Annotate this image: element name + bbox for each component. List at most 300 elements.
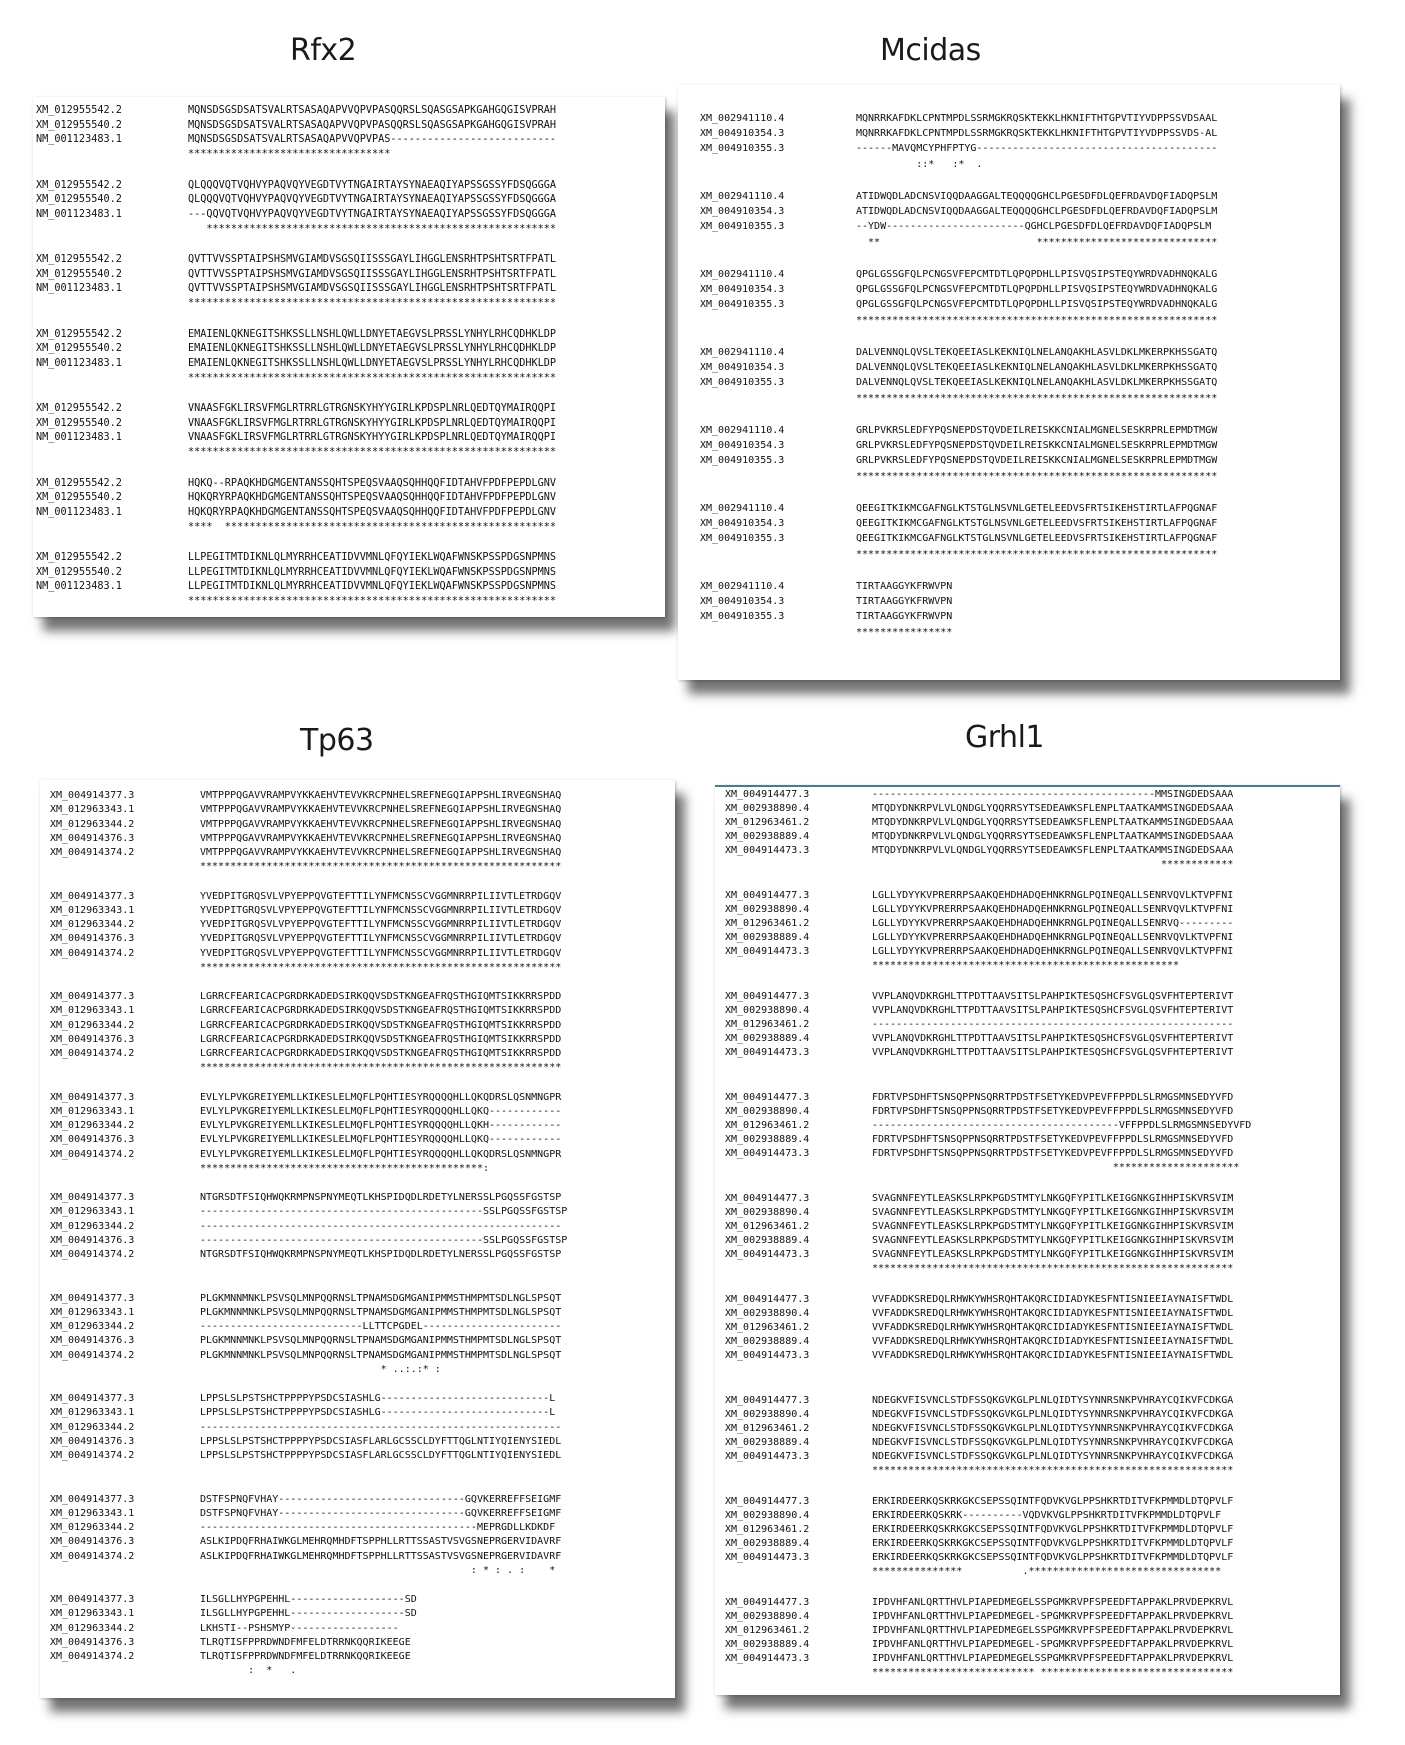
alignment-row (715, 1537, 1340, 1551)
accession-id: XM_012963461.2 (725, 1221, 810, 1232)
sequence: EVLYLPVKGREIYEMLLKIKESLELMQFLPQHTIESYRQQQQHLLQKH------------ (200, 1120, 562, 1132)
alignment-block (33, 328, 665, 387)
consensus-line: ************************************************************ (856, 314, 1218, 326)
alignment-row (715, 1509, 1340, 1523)
sequence: SVAGNNFEYTLEASKSLRPKPGDSTMTYLNKGQFYPITLKEIGGNKGIHHPISKVRSVIM (872, 1221, 1234, 1232)
accession-id: XM_004914376.3 (50, 1636, 135, 1648)
sequence: PLGKMNNMNKLPSVSQLMNPQQRNSLTPNAMSDGMGANIPMMSTHMPMTSDLNGLSPSQT (200, 1349, 562, 1361)
accession-id: XM_004914377.3 (50, 1192, 135, 1203)
alignment-block (678, 579, 1340, 640)
alignment-panel-tp63 (40, 780, 675, 1698)
consensus-line: **** ****************************************************** (188, 521, 557, 533)
alignment-row (715, 1408, 1340, 1422)
sequence: NDEGKVFISVNCLSTDFSSQKGVKGLPLNLQIDTYSYNNRSNKPVHRAYCQIKVFCDKGA (872, 1423, 1234, 1434)
sequence: YVEDPITGRQSVLVPYEPPQVGTEFTTILYNFMCNSSCVGGMNRRPILIIVTLETRDGQV (200, 904, 562, 916)
accession-id: XM_002938889.4 (725, 1538, 810, 1549)
consensus-line (200, 1262, 675, 1276)
alignment-row (33, 417, 665, 432)
sequence: ILSGLLHYPGPEHHL-------------------SD (200, 1608, 417, 1620)
accession-id: XM_004914374.2 (50, 1651, 135, 1663)
sequence: LGRRCFEARICACPGRDRKADEDSIRKQQVSDSTKNGEAFRQSTHGIQMTSIKKRRSPDD (200, 991, 562, 1002)
accession-id: XM_004914374.2 (50, 1048, 135, 1060)
alignment-row (40, 1004, 675, 1018)
consensus-line: ************************************************************ (872, 1263, 1234, 1274)
accession-id: XM_004914376.3 (50, 1536, 135, 1548)
alignment-row (678, 501, 1340, 516)
sequence: QEEGITKIKMCGAFNGLKTSTGLNSVNLGETELEEDVSFRTSIKEHSTIRTLAFPQGNAF (856, 533, 1218, 545)
accession-id: XM_012963461.2 (725, 817, 810, 828)
alignment-block (33, 402, 665, 461)
sequence: QVTTVVSSPTAIPSHSMVGIAMDVSGSQIISSSGAYLIHGGLENSRHTPSHTSRTFPATL (188, 268, 557, 280)
alignment-row (40, 947, 675, 961)
sequence: MQNSDSGSDSATSVALRTSASAQAPVVQPVPASQQRSLSQASGSAPKGAHGQGISVPRAH (188, 105, 557, 116)
accession-id: XM_002938889.4 (725, 1437, 810, 1448)
alignment-row (33, 580, 665, 595)
sequence: --YDW-----------------------QGHCLPGESDFDLQEFRDAVDQFIADQPSLM (856, 221, 1212, 233)
alignment-block (33, 253, 665, 312)
alignment-row (40, 1507, 675, 1521)
accession-id: XM_012963343.1 (50, 1105, 135, 1117)
alignment-row (40, 1449, 675, 1463)
sequence: YVEDPITGRQSVLVPYEPPQVGTEFTTILYNFMCNSSCVGGMNRRPILIIVTLETRDGQV (200, 947, 562, 959)
alignment-block (40, 1593, 675, 1679)
sequence: QPGLGSSGFQLPCNGSVFEPCMTDTLQPQPDHLLPISVQSIPSTEQYWRDVADHNQKALG (856, 299, 1218, 311)
accession-id: XM_004914473.3 (725, 1552, 810, 1563)
accession-id: NM_001123483.1 (36, 357, 122, 369)
alignment-block (33, 179, 665, 238)
sequence: LGLLYDYYKVPRERRPSAAKQEHDHADQEHNKRNGLPQINEQALLSENRVQ--------- (872, 918, 1234, 929)
alignment-block (678, 345, 1340, 406)
sequence: QLQQQVQTVQHVYPAQVQYVEGDTVYTNGAIRTAYSYNAEAQIYAPSSGSSYFDSQGGGA (188, 194, 557, 206)
accession-id: XM_004910354.3 (700, 206, 785, 218)
sequence: LGLLYDYYKVPRERRPSAAKQEHDHADQEHNKRNGLPQINEQALLSENRVQVLKTVPFNI (872, 904, 1234, 915)
sequence: MQNSDSGSDSATSVALRTSASAQAPVVQPVPAS--------------------------- (188, 134, 557, 146)
sequence: VNAASFGKLIRSVFMGLRTRRLGTRGNSKYHYYGIRLKPDSPLNRLQEDTQYMAIRQQPI (188, 403, 557, 414)
alignment-row (40, 1406, 675, 1420)
alignment-row (40, 846, 675, 860)
alignment-row (40, 1220, 675, 1234)
sequence: TLRQTISFPPRDWNDFMFELDTRRNKQQRIKEEGE (200, 1651, 411, 1663)
sequence: MQNRRKAFDKLCPNTMPDLSSRMGKRQSKTEKKLHKNIFTHTGPVTIYVDPPSSVDSAAL (856, 113, 1218, 124)
sequence: LPPSLSLPSTSHCTPPPPYPSDCSIASFLARLGCSSCLDYFTTQGLNTIYQIENYSIEDL (200, 1435, 562, 1447)
accession-id: XM_002938890.4 (725, 1611, 810, 1622)
alignment-row (678, 204, 1340, 219)
sequence: MTQDYDNKRPVLVLQNDGLYQQRRSYTSEDEAWKSFLENPLTAATKAMMSINGDEDSAAA (872, 817, 1234, 828)
sequence: QPGLGSSGFQLPCNGSVFEPCMTDTLQPQPDHLLPISVQSIPSTEQYWRDVADHNQKALG (856, 269, 1218, 280)
accession-id: XM_002938890.4 (725, 1207, 810, 1218)
accession-id: XM_004914374.2 (50, 847, 135, 859)
sequence: QVTTVVSSPTAIPSHSMVGIAMDVSGSQIISSSGAYLIHGGLENSRHTPSHTSRTFPATL (188, 283, 557, 295)
sequence: YVEDPITGRQSVLVPYEPPQVGTEFTTILYNFMCNSSCVGGMNRRPILIIVTLETRDGQV (200, 890, 562, 902)
accession-id: XM_004914477.3 (725, 1092, 810, 1103)
alignment-row (678, 438, 1340, 453)
alignment-row (33, 328, 665, 343)
alignment-row (40, 990, 675, 1004)
sequence: FDRTVPSDHFTSNSQPPNSQRRTPDSTFSETYKEDVPEVFFPPDLSLRMGSMNSEDYVFD (872, 1134, 1234, 1145)
accession-id: XM_004914376.3 (50, 933, 135, 945)
sequence: VMTPPPQGAVVRAMPVYKKAEHVTEVVKRCPNHELSREFNEGQIAPPSHLIRVEGNSHAQ (200, 832, 562, 844)
alignment-row (33, 491, 665, 506)
alignment-block (715, 1394, 1340, 1478)
accession-id: NM_001123483.1 (36, 134, 122, 146)
sequence: MQNSDSGSDSATSVALRTSASAQAPVVQPVPASQQRSLSQASGSAPKGAHGQGISVPRAH (188, 119, 557, 131)
alignment-row (33, 431, 665, 446)
alignment-block (40, 990, 675, 1076)
accession-id: XM_004914377.3 (50, 890, 135, 902)
sequence: LLPEGITMTDIKNLQLMYRRHCEATIDVVMNLQFQYIEKLWQAFWNSKPSSPDGSNPMNS (188, 552, 557, 563)
accession-id: XM_004914376.3 (50, 1335, 135, 1347)
alignment-row (33, 506, 665, 521)
accession-id: XM_002941110.4 (700, 581, 785, 592)
consensus-line (872, 1060, 1340, 1074)
sequence: TIRTAAGGYKFRWVPN (856, 596, 953, 608)
sequence: NDEGKVFISVNCLSTDFSSQKGVKGLPLNLQIDTYSYNNRSNKPVHRAYCQIKVFCDKGA (872, 1437, 1234, 1448)
sequence: ------------------------------------------------------------ (872, 1019, 1234, 1030)
consensus-line: *************************** ******************************** (872, 1667, 1234, 1678)
alignment-row (678, 297, 1340, 312)
accession-id: XM_002941110.4 (700, 191, 785, 202)
accession-id: XM_012955542.2 (36, 179, 122, 191)
alignment-row (40, 1019, 675, 1033)
accession-id: XM_002938890.4 (725, 904, 810, 915)
sequence: EVLYLPVKGREIYEMLLKIKESLELMQFLPQHTIESYRQQQQHLLQKQ------------ (200, 1105, 562, 1117)
alignment-row (715, 1032, 1340, 1046)
alignment-row (33, 133, 665, 148)
consensus-line: ********************************************************* (188, 223, 557, 235)
accession-id: XM_004914374.2 (50, 1349, 135, 1361)
alignment-block (678, 501, 1340, 562)
accession-id: XM_004910354.3 (700, 362, 785, 374)
sequence: SVAGNNFEYTLEASKSLRPKPGDSTMTYLNKGQFYPITLKEIGGNKGIHHPISKVRSVIM (872, 1207, 1234, 1218)
accession-id: XM_004914477.3 (725, 1294, 810, 1305)
alignment-row (678, 453, 1340, 468)
accession-id: XM_012955540.2 (36, 343, 122, 355)
accession-id: XM_004910355.3 (700, 611, 785, 623)
consensus-line: ************************************************************ (188, 298, 557, 310)
panel-title-tp63: Tp63 (300, 723, 374, 758)
sequence: LGRRCFEARICACPGRDRKADEDSIRKQQVSDSTKNGEAFRQSTHGIQMTSIKKRRSPDD (200, 1005, 562, 1017)
alignment-panel-grhl1 (715, 785, 1340, 1695)
sequence: MTQDYDNKRPVLVLQNDGLYQQRRSYTSEDEAWKSFLENPLTAATKAMMSINGDEDSAAA (872, 831, 1234, 842)
accession-id: XM_004910354.3 (700, 596, 785, 608)
alignment-row (40, 1133, 675, 1147)
accession-id: NM_001123483.1 (36, 506, 122, 518)
alignment-row (40, 1521, 675, 1535)
alignment-block (40, 1493, 675, 1579)
alignment-row (40, 1650, 675, 1664)
accession-id: XM_004914377.3 (50, 1091, 135, 1103)
accession-id: XM_012963344.2 (50, 919, 135, 931)
alignment-row (715, 1234, 1340, 1248)
alignment-row (715, 931, 1340, 945)
sequence: VVFADDKSREDQLRHWKYWHSRQHTAKQRCIDIADYKESFNTISNIEEIAYNAISFTWDL (872, 1308, 1234, 1319)
alignment-row (678, 609, 1340, 624)
alignment-row (678, 141, 1340, 156)
sequence: VVPLANQVDKRGHLTTPDTTAAVSITSLPAHPIKTESQSHCFSVGLQSVFHTEPTERIVT (872, 1047, 1234, 1058)
alignment-row (40, 932, 675, 946)
sequence: ERKIRDEERKQSKRKGKCSEPSSQINTFQDVKVGLPPSHKRTDITVFKPMMDLDTQPVLF (872, 1538, 1234, 1549)
accession-id: XM_004910354.3 (700, 440, 785, 452)
alignment-panel-mcidas (678, 85, 1340, 680)
sequence: PLGKMNNMNKLPSVSQLMNPQQRNSLTPNAMSDGMGANIPMMSTHMPMTSDLNGLSPSQT (200, 1292, 562, 1304)
sequence: VNAASFGKLIRSVFMGLRTRRLGTRGNSKYHYYGIRLKPDSPLNRLQEDTQYMAIRQQPI (188, 432, 557, 444)
consensus-line: ************************************************************ (856, 470, 1218, 482)
accession-id: XM_004914377.3 (50, 1292, 135, 1304)
consensus-line: ************************************************************ (200, 961, 562, 973)
alignment-row (715, 1495, 1340, 1509)
sequence: LGLLYDYYKVPRERRPSAAKQEHDHADQEHNKRNGLPQINEQALLSENRVQVLKTVPFNI (872, 946, 1234, 957)
sequence: EMAIENLQKNEGITSHKSSLLNSHLQWLLDNYETAEGVSLPRSSLYNHYLRHCQDHKLDP (188, 343, 557, 355)
alignment-block (715, 1495, 1340, 1579)
accession-id: XM_012963343.1 (50, 804, 135, 816)
consensus-line: : * . (200, 1665, 297, 1677)
alignment-row (678, 594, 1340, 609)
alignment-row (678, 282, 1340, 297)
accession-id: XM_004910354.3 (700, 284, 785, 296)
accession-id: XM_004914473.3 (725, 845, 810, 856)
accession-id: XM_012963461.2 (725, 1019, 810, 1030)
alignment-panel-rfx2 (33, 97, 665, 617)
alignment-row (678, 423, 1340, 438)
alignment-row (715, 1293, 1340, 1307)
sequence: QLQQQVQTVQHVYPAQVQYVEGDTVYTNGAIRTAYSYNAEAQIYAPSSGSSYFDSQGGGA (188, 179, 557, 191)
alignment-row (40, 1493, 675, 1507)
consensus-line: ************************************************************ (856, 548, 1218, 560)
accession-id: XM_012963461.2 (725, 1524, 810, 1535)
alignment-row (40, 1435, 675, 1449)
consensus-line: ************************************************************ (872, 1465, 1234, 1476)
accession-id: XM_002938889.4 (725, 1336, 810, 1347)
sequence: HQKQRYRPAQKHDGMGENTANSSQHTSPEQSVAAQSQHHQQFIDTAHVFPDFPEPDLGNV (188, 506, 557, 518)
alignment-row (33, 208, 665, 223)
sequence: EVLYLPVKGREIYEMLLKIKESLELMQFLPQHTIESYRQQQQHLLQKQDRSLQSNMNGPR (200, 1091, 562, 1103)
alignment-row (715, 1624, 1340, 1638)
sequence: ATIDWQDLADCNSVIQQDAAGGALTEQQQQGHCLPGESDFDLQEFRDAVDQFIADQPSLM (856, 206, 1218, 218)
sequence: MTQDYDNKRPVLVLQNDGLYQQRRSYTSEDEAWKSFLENPLTAATKAMMSINGDEDSAAA (872, 845, 1234, 856)
alignment-row (678, 360, 1340, 375)
sequence: ATIDWQDLADCNSVIQQDAAGGALTEQQQQGHCLPGESDFDLQEFRDAVDQFIADQPSLM (856, 191, 1218, 202)
alignment-row (715, 1652, 1340, 1666)
alignment-row (33, 282, 665, 297)
alignment-row (715, 1436, 1340, 1450)
alignment-row (33, 551, 665, 566)
accession-id: XM_012963461.2 (725, 918, 810, 929)
alignment-block (40, 789, 675, 875)
alignment-block (715, 1091, 1340, 1175)
sequence: LLPEGITMTDIKNLQLMYRRHCEATIDVVMNLQFQYIEKLWQAFWNSKPSSPDGSNPMNS (188, 566, 557, 578)
sequence: TIRTAAGGYKFRWVPN (856, 611, 953, 623)
accession-id: XM_012955540.2 (36, 119, 122, 131)
alignment-row (678, 579, 1340, 594)
alignment-block (715, 889, 1340, 973)
alignment-row (33, 268, 665, 283)
alignment-row (40, 1320, 675, 1334)
alignment-row (715, 1133, 1340, 1147)
alignment-block (715, 1192, 1340, 1276)
accession-id: XM_002941110.4 (700, 425, 785, 436)
accession-id: XM_004914473.3 (725, 1249, 810, 1260)
accession-id: XM_004914473.3 (725, 946, 810, 957)
accession-id: XM_004914374.2 (50, 947, 135, 959)
sequence: ASLKIPDQFRHAIWKGLMEHRQMHDFTSPPHLLRTTSSASTVSVGSNEPRGERVIDAVRF (200, 1550, 562, 1562)
accession-id: XM_004914477.3 (725, 991, 810, 1002)
accession-id: XM_002938890.4 (725, 803, 810, 814)
sequence: ERKIRDEERKQSKRKGKCSEPSSQINTFQDVKVGLPPSHKRTDITVFKPMMDLDTQPVLF (872, 1552, 1234, 1563)
alignment-row (715, 788, 1340, 802)
alignment-block (678, 267, 1340, 328)
sequence: MQNRRKAFDKLCPNTMPDLSSRMGKRQSKTEKKLHKNIFTHTGPVTIYVDPPSSVDS-AL (856, 128, 1218, 140)
accession-id: NM_001123483.1 (36, 432, 122, 444)
sequence: ------------------------------------------------------------ (200, 1220, 562, 1232)
alignment-row (715, 1596, 1340, 1610)
consensus-line (200, 1463, 675, 1477)
accession-id: XM_012963461.2 (725, 1423, 810, 1434)
alignment-row (40, 1248, 675, 1262)
accession-id: XM_012963344.2 (50, 1220, 135, 1232)
alignment-row (715, 1220, 1340, 1234)
accession-id: XM_004914377.3 (50, 1493, 135, 1505)
consensus-line: *************** .******************************** (872, 1566, 1222, 1577)
accession-id: XM_004910354.3 (700, 128, 785, 140)
alignment-row (678, 126, 1340, 141)
accession-id: XM_004914374.2 (50, 1148, 135, 1160)
sequence: ERKIRDEERKQSKRKGKCSEPSSQINTFQDVKVGLPPSHKRTDITVFKPMMDLDTQPVLF (872, 1524, 1234, 1535)
accession-id: XM_002938889.4 (725, 1134, 810, 1145)
alignment-row (715, 1091, 1340, 1105)
sequence: ------MAVQMCYPHFPTYG---------------------------------------- (856, 143, 1218, 155)
alignment-row (715, 1610, 1340, 1624)
accession-id: XM_004914473.3 (725, 1451, 810, 1462)
alignment-row (715, 1349, 1340, 1363)
alignment-row (40, 1033, 675, 1047)
accession-id: XM_004910355.3 (700, 455, 785, 467)
accession-id: XM_012963461.2 (725, 1625, 810, 1636)
accession-id: XM_002938890.4 (725, 1409, 810, 1420)
alignment-row (40, 1148, 675, 1162)
alignment-row (33, 119, 665, 134)
accession-id: XM_004914376.3 (50, 832, 135, 844)
panel-top-border (715, 785, 1340, 787)
accession-id: XM_004910355.3 (700, 143, 785, 155)
accession-id: XM_012963343.1 (50, 904, 135, 916)
sequence: LGLLYDYYKVPRERRPSAAKQEHDHADQEHNKRNGLPQINEQALLSENRVQVLKTVPFNI (872, 890, 1234, 901)
alignment-row (33, 566, 665, 581)
sequence: -----------------------------------------VFFPPDLSLRMGSMNSEDYVFD (872, 1120, 1252, 1131)
alignment-row (40, 1349, 675, 1363)
sequence: QPGLGSSGFQLPCNGSVFEPCMTDTLQPQPDHLLPISVQSIPSTEQYWRDVADHNQKALG (856, 284, 1218, 296)
alignment-block (678, 189, 1340, 250)
sequence: TLRQTISFPPRDWNDFMFELDTRRNKQQRIKEEGE (200, 1636, 411, 1648)
alignment-row (715, 903, 1340, 917)
alignment-row (715, 1105, 1340, 1119)
sequence: DALVENNQLQVSLTEKQEEIASLKEKNIQLNELANQAKHLASVLDKLMKERPKHSSGATQ (856, 377, 1218, 389)
sequence: PLGKMNNMNKLPSVSQLMNPQQRNSLTPNAMSDGMGANIPMMSTHMPMTSDLNGLSPSQT (200, 1306, 562, 1318)
alignment-row (33, 253, 665, 268)
accession-id: XM_002941110.4 (700, 269, 785, 280)
accession-id: XM_004914473.3 (725, 1350, 810, 1361)
consensus-line: ********************* (872, 1162, 1240, 1173)
alignment-row (678, 267, 1340, 282)
alignment-row (40, 1421, 675, 1435)
alignment-row (715, 917, 1340, 931)
alignment-row (715, 1321, 1340, 1335)
alignment-row (33, 477, 665, 492)
accession-id: XM_012963344.2 (50, 1120, 135, 1132)
alignment-row (715, 1422, 1340, 1436)
alignment-row (715, 1119, 1340, 1133)
sequence: ----------------------------------------------MEPRGDLLKDKDF (200, 1522, 556, 1534)
alignment-row (40, 918, 675, 932)
sequence: ------------------------------------------------------------ (200, 1421, 562, 1433)
sequence: LPPSLSLPSTSHCTPPPPYPSDCSIASHLG----------------------------L (200, 1407, 556, 1419)
sequence: SVAGNNFEYTLEASKSLRPKPGDSTMTYLNKGQFYPITLKEIGGNKGIHHPISKVRSVIM (872, 1249, 1234, 1260)
sequence: LLPEGITMTDIKNLQLMYRRHCEATIDVVMNLQFQYIEKLWQAFWNSKPSSPDGSNPMNS (188, 581, 557, 593)
accession-id: XM_012955540.2 (36, 268, 122, 280)
consensus-line: ************************************************************ (200, 1062, 562, 1074)
sequence: VMTPPPQGAVVRAMPVYKKAEHVTEVVKRCPNHELSREFNEGQIAPPSHLIRVEGNSHAQ (200, 818, 562, 830)
alignment-row (40, 1191, 675, 1205)
panel-title-mcidas: Mcidas (880, 33, 981, 68)
accession-id: XM_012955542.2 (36, 403, 122, 414)
accession-id: NM_001123483.1 (36, 208, 122, 220)
alignment-row (678, 111, 1340, 126)
alignment-row (40, 1205, 675, 1219)
alignment-row (715, 889, 1340, 903)
consensus-line: ************************************************************ (200, 861, 562, 873)
sequence: DSTFSPNQFVHAY-------------------------------GQVKERREFFSEIGMF (200, 1507, 562, 1519)
sequence: LPPSLSLPSTSHCTPPPPYPSDCSIASFLARLGCSSCLDYFTTQGLNTIYQIENYSIEDL (200, 1450, 562, 1462)
alignment-row (40, 1234, 675, 1248)
accession-id: XM_004914477.3 (725, 789, 810, 800)
alignment-row (715, 1394, 1340, 1408)
alignment-row (33, 104, 665, 119)
sequence: NDEGKVFISVNCLSTDFSSQKGVKGLPLNLQIDTYSYNNRSNKPVHRAYCQIKVFCDKGA (872, 1409, 1234, 1420)
alignment-row (33, 402, 665, 417)
accession-id: XM_012963344.2 (50, 1019, 135, 1031)
accession-id: XM_012963344.2 (50, 818, 135, 830)
alignment-row (715, 1450, 1340, 1464)
accession-id: XM_012963461.2 (725, 1120, 810, 1131)
sequence: VVPLANQVDKRGHLTTPDTTAAVSITSLPAHPIKTESQSHCFSVGLQSVFHTEPTERIVT (872, 1033, 1234, 1044)
consensus-line: ::* :* . (856, 158, 983, 170)
accession-id: XM_004914376.3 (50, 1234, 135, 1246)
accession-id: XM_002938889.4 (725, 831, 810, 842)
consensus-line: ***********************************************: (200, 1162, 489, 1174)
accession-id: XM_012963343.1 (50, 1608, 135, 1620)
alignment-row (40, 1292, 675, 1306)
sequence: VMTPPPQGAVVRAMPVYKKAEHVTEVVKRCPNHELSREFNEGQIAPPSHLIRVEGNSHAQ (200, 790, 562, 801)
sequence: DALVENNQLQVSLTEKQEEIASLKEKNIQLNELANQAKHLASVLDKLMKERPKHSSGATQ (856, 347, 1218, 358)
alignment-row (715, 1307, 1340, 1321)
accession-id: XM_012963344.2 (50, 1421, 135, 1433)
alignment-row (40, 1306, 675, 1320)
accession-id: XM_002938890.4 (725, 1106, 810, 1117)
alignment-row (33, 193, 665, 208)
accession-id: XM_004910355.3 (700, 533, 785, 545)
alignment-row (40, 1550, 675, 1564)
consensus-line: ************************************************************ (188, 372, 557, 384)
alignment-row (678, 345, 1340, 360)
sequence: FDRTVPSDHFTSNSQPPNSQRRTPDSTFSETYKEDVPEVFFPPDLSLRMGSMNSEDYVFD (872, 1148, 1234, 1159)
sequence: EMAIENLQKNEGITSHKSSLLNSHLQWLLDNYETAEGVSLPRSSLYNHYLRHCQDHKLDP (188, 328, 557, 340)
sequence: IPDVHFANLQRTTHVLPIAPEDMEGELSSPGMKRVPFSPEEDFTAPPAKLPRVDEPKRVL (872, 1625, 1234, 1636)
sequence: PLGKMNNMNKLPSVSQLMNPQQRNSLTPNAMSDGMGANIPMMSTHMPMTSDLNGLSPSQT (200, 1335, 562, 1347)
consensus-line: ********************************* (188, 149, 391, 161)
sequence: SVAGNNFEYTLEASKSLRPKPGDSTMTYLNKGQFYPITLKEIGGNKGIHHPISKVRSVIM (872, 1193, 1234, 1204)
consensus-line (872, 1363, 1340, 1377)
alignment-row (40, 1593, 675, 1607)
sequence: NDEGKVFISVNCLSTDFSSQKGVKGLPLNLQIDTYSYNNRSNKPVHRAYCQIKVFCDKGA (872, 1451, 1234, 1462)
